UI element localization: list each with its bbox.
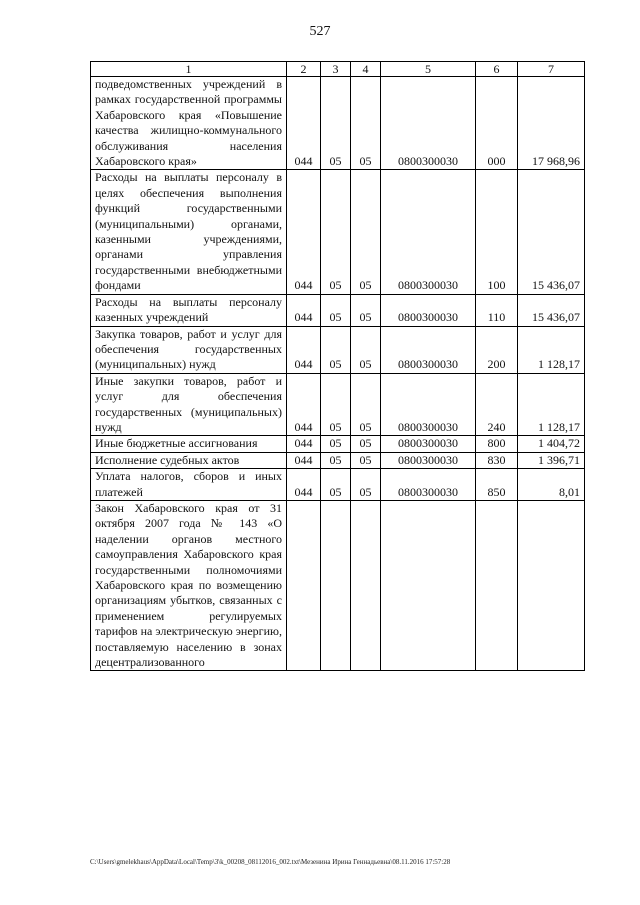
ministry-code: 044 <box>287 326 321 373</box>
column-header: 5 <box>381 62 476 77</box>
column-header: 1 <box>91 62 287 77</box>
table-row <box>91 170 585 294</box>
section-code: 05 <box>321 452 351 468</box>
ministry-code: 044 <box>287 294 321 326</box>
ministry-code <box>287 500 321 670</box>
target-article-code: 0800300030 <box>381 452 476 468</box>
ministry-code: 044 <box>287 77 321 170</box>
subsection-code: 05 <box>351 373 381 436</box>
table-row <box>91 469 585 501</box>
page-number: 527 <box>309 24 331 39</box>
table-row <box>91 373 585 436</box>
amount: 1 128,17 <box>518 326 585 373</box>
row-description: Исполнение судебных актов <box>91 452 287 468</box>
table-row <box>91 77 585 170</box>
table-row <box>91 294 585 326</box>
expense-type-code: 850 <box>476 469 518 501</box>
section-code: 05 <box>321 170 351 294</box>
subsection-code: 05 <box>351 77 381 170</box>
row-description: Закон Хабаровского края от 31 октября 2007 года № 143 «О наделении органов местного самоуправления Хабаровского края государственными полномочиями Хабаровского края по возмещению организациям убытков, связанных с применением регулируемых тарифов на электрическую энергию, поставляемую населению в зонах децентрализованного <box>91 500 287 670</box>
table-row <box>91 452 585 468</box>
section-code: 05 <box>321 469 351 501</box>
column-header: 3 <box>321 62 351 77</box>
amount <box>518 500 585 670</box>
section-code: 05 <box>321 294 351 326</box>
column-header: 2 <box>287 62 321 77</box>
budget-table <box>90 61 585 671</box>
column-header: 4 <box>351 62 381 77</box>
expense-type-code: 240 <box>476 373 518 436</box>
subsection-code <box>351 500 381 670</box>
target-article-code: 0800300030 <box>381 373 476 436</box>
ministry-code: 044 <box>287 436 321 452</box>
section-code: 05 <box>321 436 351 452</box>
header-row <box>91 62 585 77</box>
row-description: Уплата налогов, сборов и иных платежей <box>91 469 287 501</box>
ministry-code: 044 <box>287 452 321 468</box>
subsection-code: 05 <box>351 452 381 468</box>
amount: 1 128,17 <box>518 373 585 436</box>
row-description: Иные закупки товаров, работ и услуг для обеспечения государственных (муниципальных) нужд <box>91 373 287 436</box>
amount: 8,01 <box>518 469 585 501</box>
section-code: 05 <box>321 77 351 170</box>
target-article-code <box>381 500 476 670</box>
subsection-code: 05 <box>351 170 381 294</box>
table-row <box>91 500 585 670</box>
target-article-code: 0800300030 <box>381 170 476 294</box>
row-description: Расходы на выплаты персоналу в целях обеспечения выполнения функций государственными (муниципальными) органами, казенными учреждениями, органами управления государственными внебюджетными фондами <box>91 170 287 294</box>
row-description: подведомственных учреждений в рамках государственной программы Хабаровского края «Повышение качества жилищно-коммунального обслуживания населения Хабаровского края» <box>91 77 287 170</box>
amount: 15 436,07 <box>518 294 585 326</box>
subsection-code: 05 <box>351 326 381 373</box>
amount: 1 396,71 <box>518 452 585 468</box>
target-article-code: 0800300030 <box>381 436 476 452</box>
amount: 15 436,07 <box>518 170 585 294</box>
expense-type-code: 110 <box>476 294 518 326</box>
target-article-code: 0800300030 <box>381 294 476 326</box>
document-footer-path: C:\Users\gmelekhaus\AppData\Local\Temp\3\k_00208_08112016_002.txt\Мезенина Ирина Геннадьевна\08.11.2016 17:57:28 <box>90 858 451 866</box>
table-row <box>91 326 585 373</box>
row-description: Закупка товаров, работ и услуг для обеспечения государственных (муниципальных) нужд <box>91 326 287 373</box>
row-description: Иные бюджетные ассигнования <box>91 436 287 452</box>
expense-type-code: 200 <box>476 326 518 373</box>
subsection-code: 05 <box>351 436 381 452</box>
amount: 17 968,96 <box>518 77 585 170</box>
target-article-code: 0800300030 <box>381 77 476 170</box>
section-code: 05 <box>321 326 351 373</box>
expense-type-code: 100 <box>476 170 518 294</box>
row-description: Расходы на выплаты персоналу казенных учреждений <box>91 294 287 326</box>
subsection-code: 05 <box>351 469 381 501</box>
target-article-code: 0800300030 <box>381 469 476 501</box>
amount: 1 404,72 <box>518 436 585 452</box>
column-header: 7 <box>518 62 585 77</box>
expense-type-code: 830 <box>476 452 518 468</box>
target-article-code: 0800300030 <box>381 326 476 373</box>
expense-type-code: 800 <box>476 436 518 452</box>
expense-type-code: 000 <box>476 77 518 170</box>
ministry-code: 044 <box>287 373 321 436</box>
section-code: 05 <box>321 373 351 436</box>
ministry-code: 044 <box>287 469 321 501</box>
expense-type-code <box>476 500 518 670</box>
ministry-code: 044 <box>287 170 321 294</box>
column-header: 6 <box>476 62 518 77</box>
table-row <box>91 436 585 452</box>
subsection-code: 05 <box>351 294 381 326</box>
section-code <box>321 500 351 670</box>
